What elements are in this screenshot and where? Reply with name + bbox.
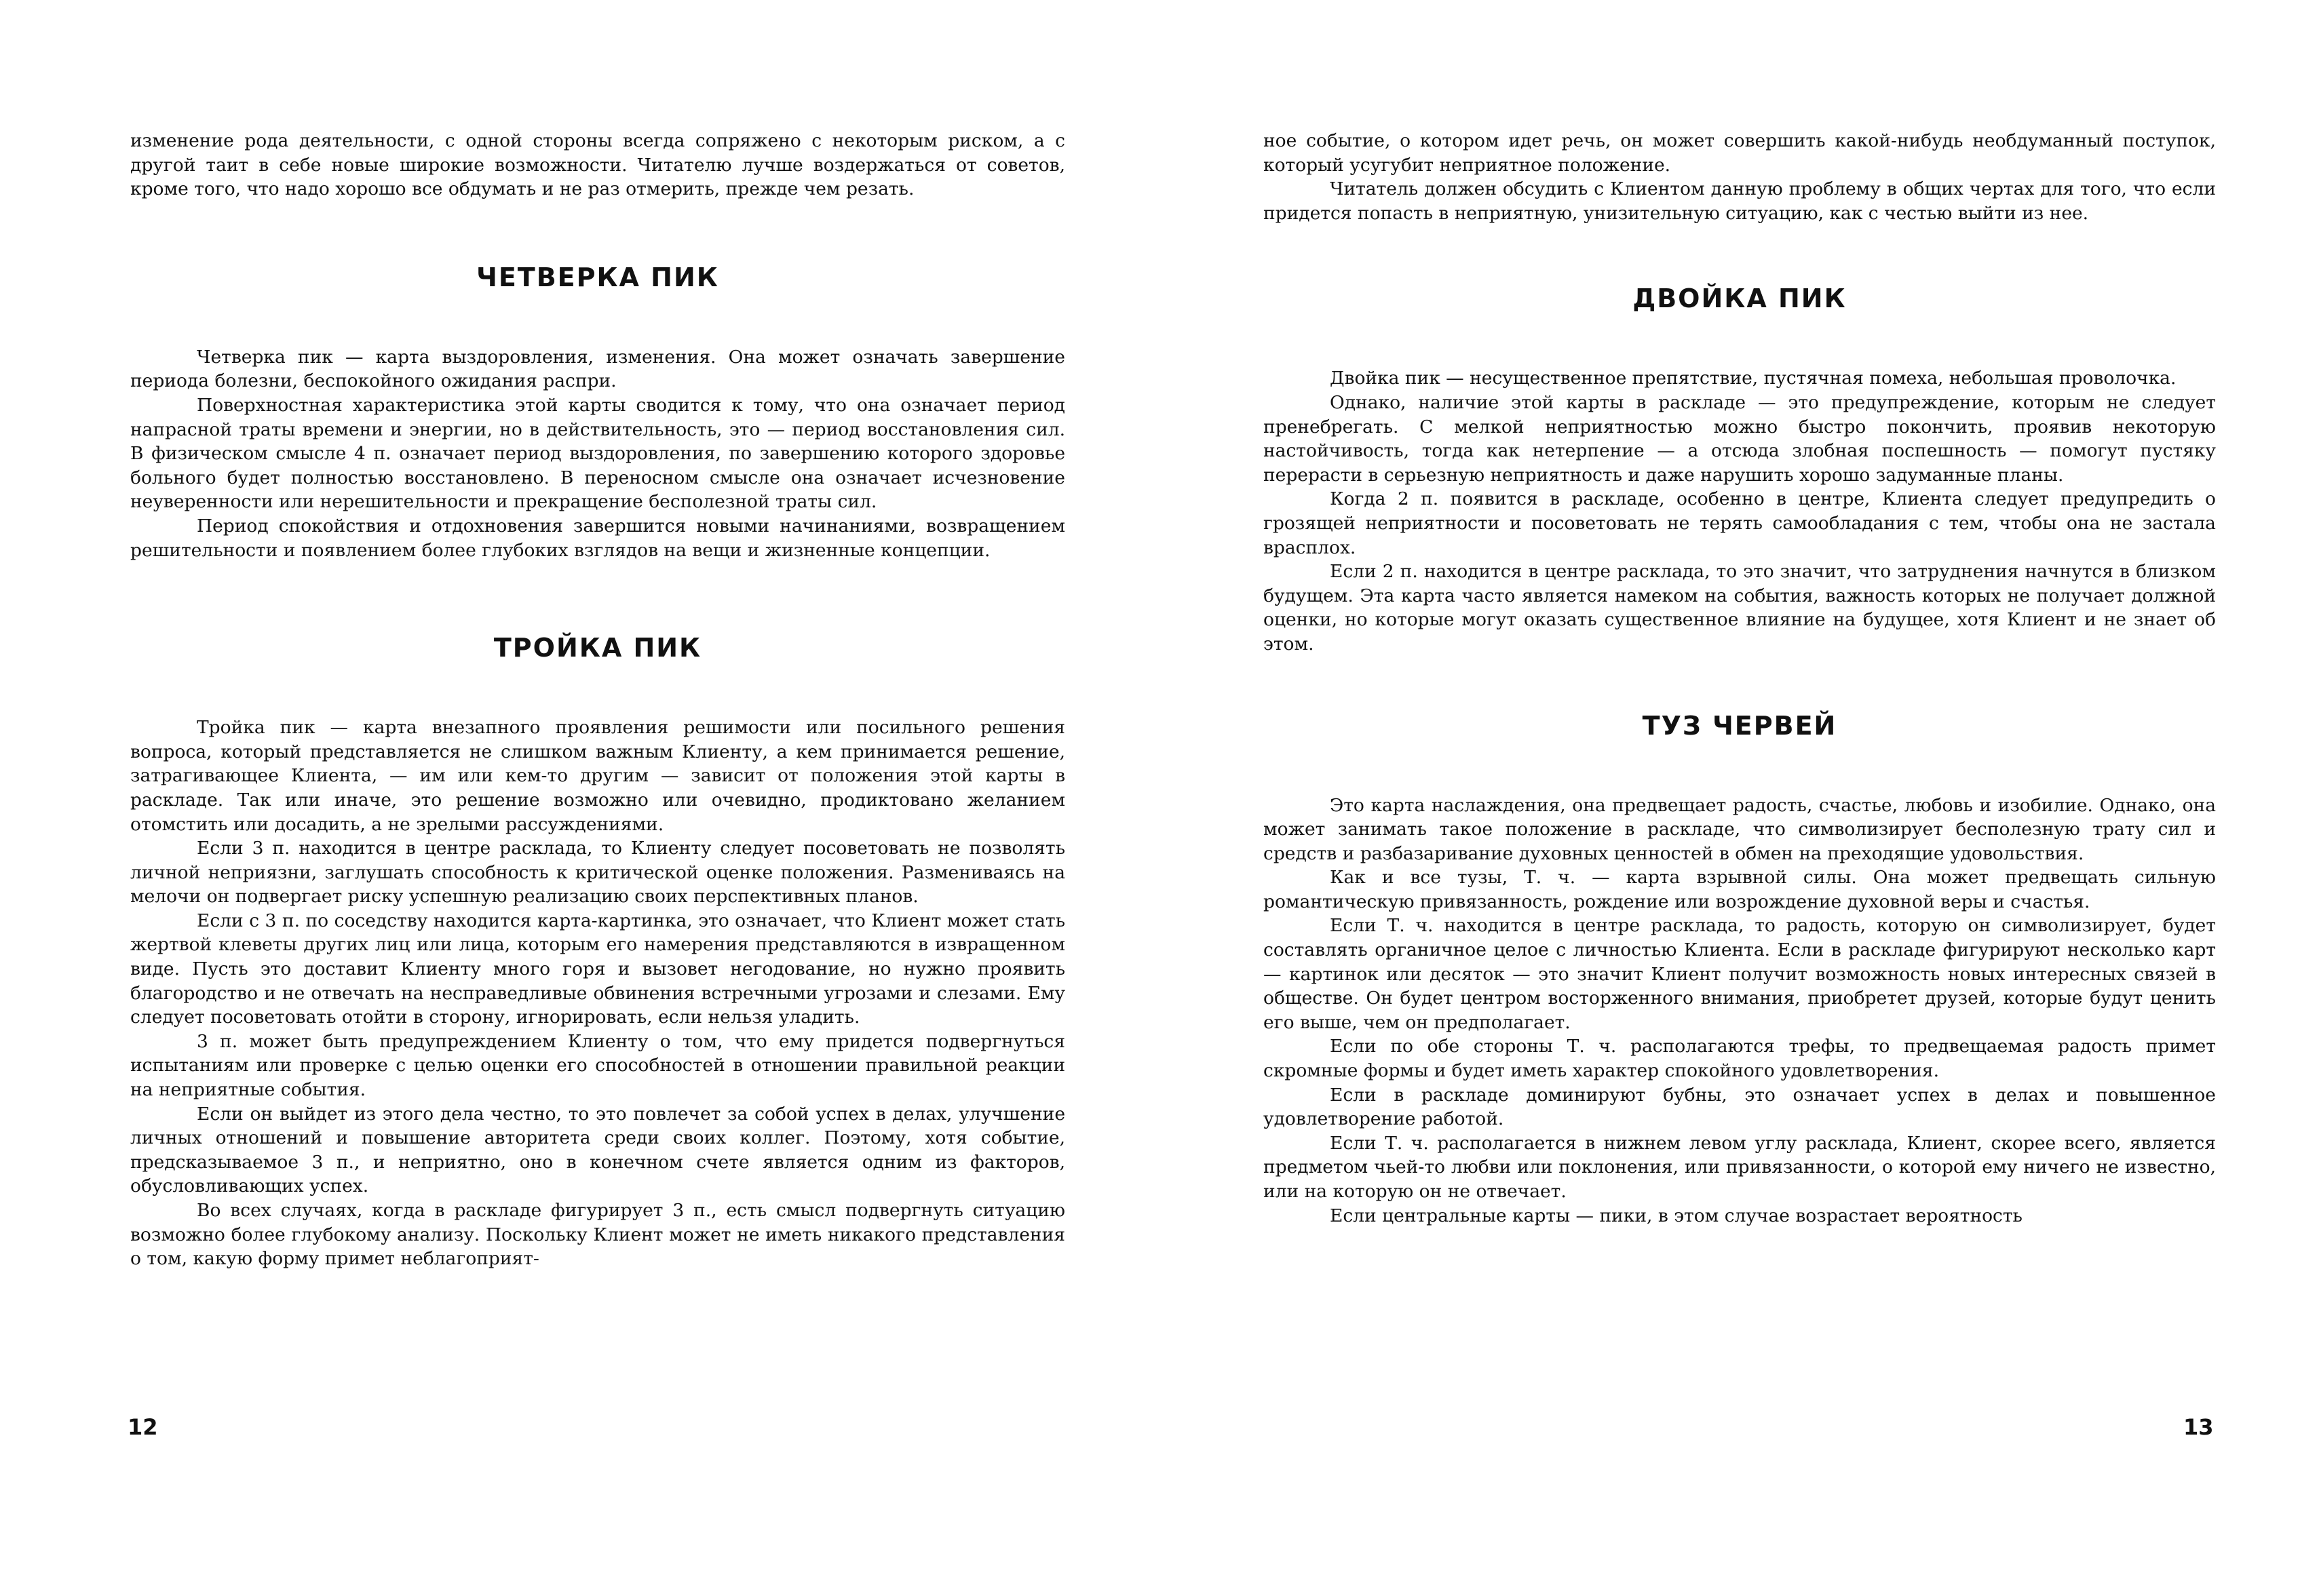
paragraph: Однако, наличие этой карты в раскладе — это предупреждение, которым не следует пренебрегать. С мелкой неприятностью можно быстро покончить, проявив некоторую настойчивость, тогда как нетерпение — а отсюда злобная поспешность — помогут пустяку перерасти в серьезную неприятность и даже нарушить хорошо задуманные планы.	[1263, 391, 2216, 486]
paragraph: Тройка пик — карта внезапного проявления решимости или посильного решения вопроса, который представляется не слишком важным Клиенту, а кем принимается решение, затрагивающее Клиента, — им или кем-то другим — зависит от положения этой карты в раскладе. Так или иначе, это решение возможно или очевидно, продиктовано желанием отомстить или досадить, а не зрелыми рассуждениями.	[130, 717, 1065, 835]
paragraph: Как и все тузы, Т. ч. — карта взрывной силы. Она может предвещать сильную романтическую привязанность, рождение или возрождение духовной веры и счастья.	[1263, 867, 2216, 912]
paragraph: Поверхностная характеристика этой карты сводится к тому, что она означает период напрасной траты времени и энергии, но в действительность, это — период восстановления сил. В физическом смысле 4 п. означает период выздоровления, по завершению которого здоровье больного будет полностью восстановлено. В переносном смысле она означает исчезновение неуверенности или нерешительности и прекращение бесполезной траты сил.	[130, 394, 1065, 513]
section-title-three-of-spades: ТРОЙКА ПИК	[493, 633, 702, 663]
paragraph: Когда 2 п. появится в раскладе, особенно в центре, Клиента следует предупредить о грозящей неприятности и посоветовать не терять самообладания с тем, чтобы она не застала врасплох.	[1263, 488, 2216, 558]
page-number-left: 12	[128, 1414, 158, 1440]
paragraph: Если 3 п. находится в центре расклада, то Клиенту следует посоветовать не позволять личной неприязни, заглушать способность к критической оценке положения. Размениваясь на мелочи он подвергает риску успешную реализацию своих перспективных планов.	[130, 838, 1065, 908]
section-title-two-of-spades: ДВОЙКА ПИК	[1632, 284, 1847, 314]
paragraph: Если он выйдет из этого дела честно, то это повлечет за собой успех в делах, улучшение личных отношений и повышение авторитета среди своих коллег. Поэтому, хотя событие, предсказываемое 3 п., и неприятно, оно в конечном счете является одним из факторов, обусловливающих успех.	[130, 1103, 1065, 1197]
left-text-column	[130, 129, 1065, 1271]
section-title-four-of-spades: ЧЕТВЕРКА ПИК	[476, 262, 719, 292]
left-intro-paragraph: изменение рода деятельности, с одной стороны всегда сопряжено с некоторым риском, а с другой таит в себе новые широкие возможности. Читателю лучше воздержаться от советов, кроме того, что надо хорошо все обдумать и не раз отмерить, прежде чем резать.	[130, 130, 1065, 200]
page-number-right: 13	[2183, 1414, 2214, 1440]
paragraph: Если Т. ч. располагается в нижнем левом углу расклада, Клиент, скорее всего, является предметом чьей-то любви или поклонения, или привязанности, о которой ему ничего не известно, или на которую он не отвечает.	[1263, 1132, 2216, 1202]
paragraph: Если центральные карты — пики, в этом случае возрастает вероятность	[1330, 1205, 2023, 1226]
paragraph: 3 п. может быть предупреждением Клиенту о том, что ему придется подвергнуться испытаниям или проверке с целью оценки его способностей в отношении правильной реакции на неприятные события.	[130, 1030, 1065, 1101]
paragraph: Читатель должен обсудить с Клиентом данную проблему в общих чертах для того, что если придется попасть в неприятную, унизительную ситуацию, как с честью выйти из нее.	[1263, 178, 2216, 224]
right-page	[1160, 0, 2319, 1596]
section-title-ace-of-hearts: ТУЗ ЧЕРВЕЙ	[1642, 710, 1837, 741]
paragraph: Если 2 п. находится в центре расклада, то это значит, что затруднения начнутся в близком будущем. Эта карта часто является намеком на события, важность которых не получает должной оценки, но которые могут оказать существенное влияние на будущее, хотя Клиент и не знает об этом.	[1263, 561, 2216, 655]
right-continuation-paragraph: ное событие, о котором идет речь, он может совершить какой-нибудь необдуманный поступок, который усугубит неприятное положение.	[1263, 130, 2216, 176]
right-text-column	[1263, 129, 2216, 1228]
paragraph: Период спокойствия и отдохновения завершится новыми начинаниями, возвращением решительности и появлением более глубоких взглядов на вещи и жизненные концепции.	[130, 515, 1065, 561]
paragraph: Если в раскладе доминируют бубны, это означает успех в делах и повышенное удовлетворение работой.	[1263, 1084, 2216, 1130]
paragraph: Двойка пик — несущественное препятствие, пустячная помеха, небольшая проволочка.	[1330, 368, 2177, 389]
paragraph: Если с 3 п. по соседству находится карта-картинка, это означает, что Клиент может стать жертвой клеветы других лиц или лица, которым его намерения представляются в извращенном виде. Пусть это доставит Клиенту много горя и вызовет негодование, но нужно проявить благородство и не отвечать на несправедливые обвинения встречными угрозами и слезами. Ему следует посоветовать отойти в сторону, игнорировать, если нельзя уладить.	[130, 910, 1065, 1028]
paragraph: Если по обе стороны Т. ч. располагаются трефы, то предвещаемая радость примет скромные формы и будет иметь характер спокойного удовлетворения.	[1263, 1036, 2216, 1082]
paragraph: Это карта наслаждения, она предвещает радость, счастье, любовь и изобилие. Однако, она может занимать такое положение в раскладе, что символизирует бесполезную трату сил и средств и разбазаривание духовных ценностей в обмен на преходящие удовольствия.	[1263, 794, 2216, 864]
paragraph: Четверка пик — карта выздоровления, изменения. Она может означать завершение периода болезни, беспокойного ожидания распри.	[130, 346, 1065, 392]
paragraph: Если Т. ч. находится в центре расклада, то радость, которую он символизирует, будет составлять органичное целое с личностью Клиента. Если в раскладе фигурируют несколько карт — картинок или десяток — это значит Клиент получит возможность новых интересных связей в обществе. Он будет центром восторженного внимания, приобретет друзей, которые будут ценить его выше, чем он предполагает.	[1263, 915, 2216, 1033]
paragraph: Во всех случаях, когда в раскладе фигурирует 3 п., есть смысл подвергнуть ситуацию возможно более глубокому анализу. Поскольку Клиент может не иметь никакого представления о том, какую форму примет неблагоприят-	[130, 1200, 1065, 1270]
